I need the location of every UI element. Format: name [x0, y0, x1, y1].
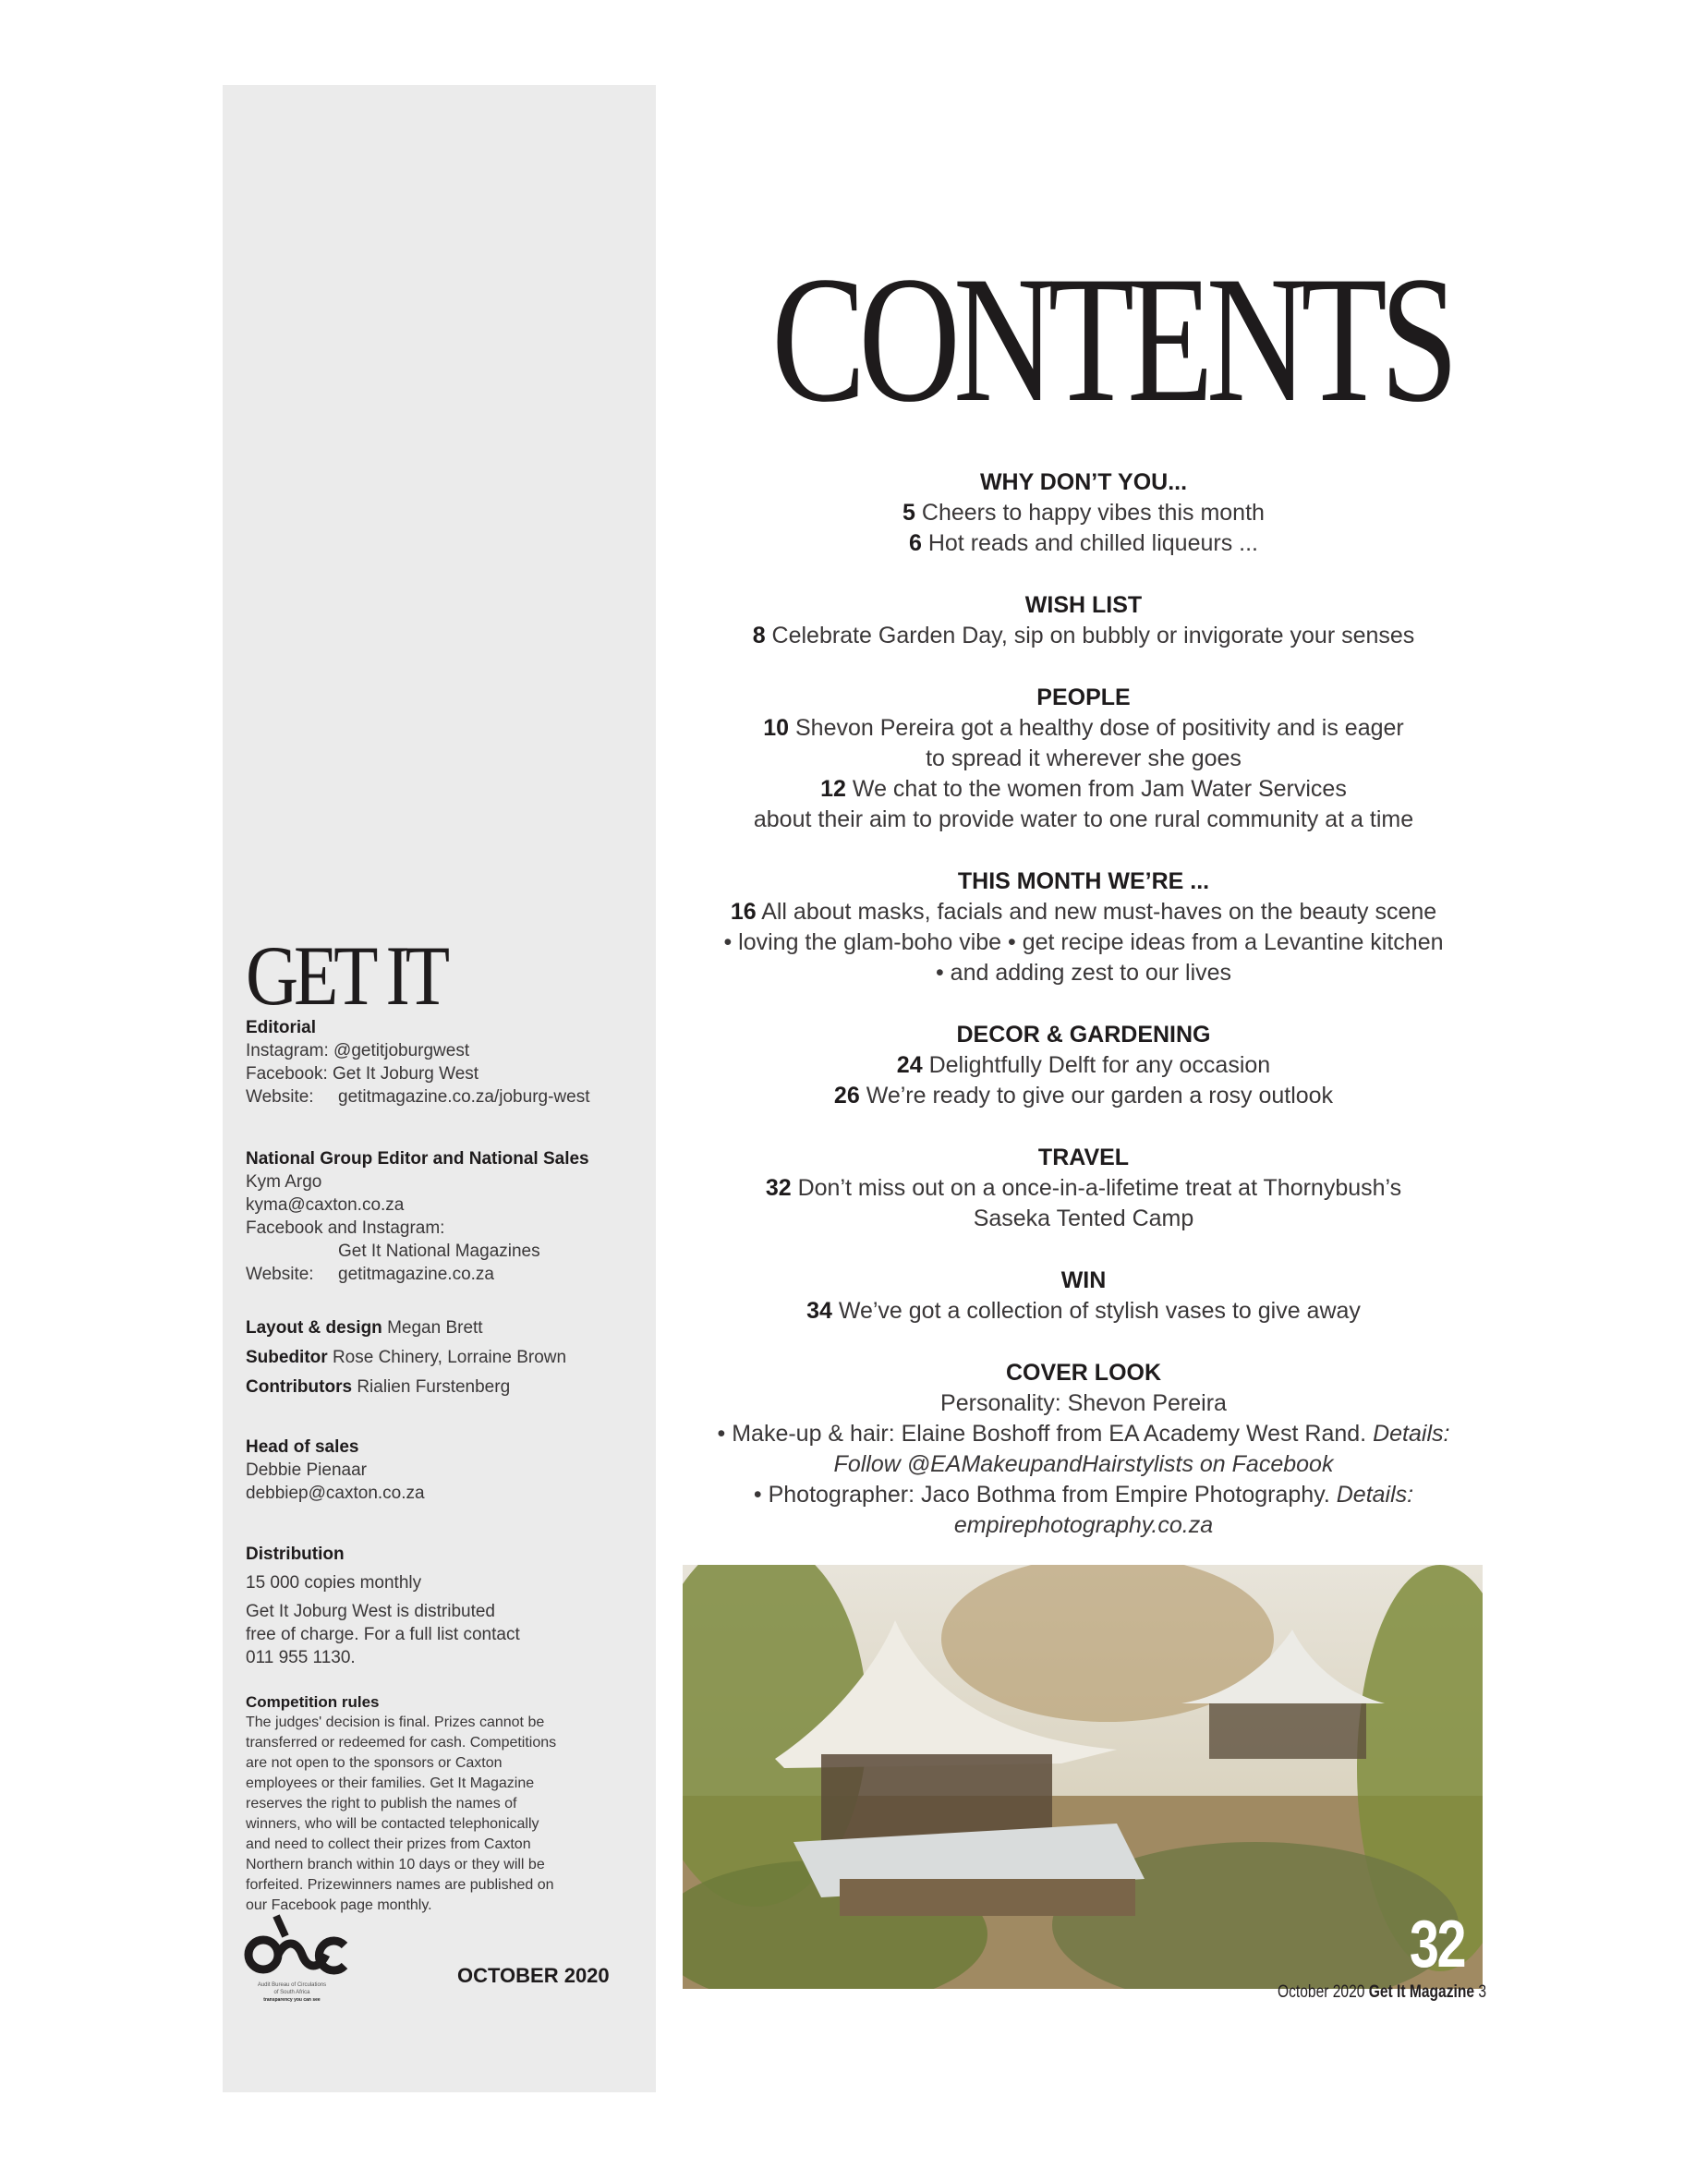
entry-text: Cheers to happy vibes this month	[921, 500, 1265, 526]
national-website-label: Website:	[246, 1265, 314, 1284]
distribution-heading: Distribution	[246, 1545, 345, 1564]
cover-photographer-credit	[684, 1480, 1484, 1510]
national-website-link[interactable]: getitmagazine.co.za	[338, 1265, 494, 1284]
entry-text: We chat to the women from Jam Water Services	[852, 776, 1347, 802]
entry-text-continued: • and adding zest to our lives	[935, 960, 1232, 986]
rules-line: employees or their families. Get It Magazine	[246, 1775, 535, 1791]
table-of-contents	[684, 467, 1484, 1572]
toc-section-win	[684, 1266, 1484, 1327]
page-title: CONTENTS	[771, 239, 1452, 440]
credit-subeditor	[246, 1346, 652, 1369]
entry-text: Don’t miss out on a once-in-a-lifetime treat at Thornybush’s	[797, 1175, 1402, 1201]
toc-entry[interactable]	[684, 498, 1484, 528]
toc-section-travel	[684, 1143, 1484, 1234]
details-label: Details:	[1373, 1421, 1450, 1447]
section-heading: DECOR & GARDENING	[956, 1022, 1211, 1048]
toc-section-decor-gardening	[684, 1020, 1484, 1111]
editorial-heading: Editorial	[246, 1018, 317, 1037]
section-heading: TRAVEL	[1037, 1145, 1130, 1170]
rules-line: Northern branch within 10 days or they will be	[246, 1857, 545, 1872]
credit-contributors	[246, 1375, 652, 1399]
national-heading: National Group Editor and National Sales	[246, 1149, 589, 1169]
rules-line: are not open to the sponsors or Caxton	[246, 1755, 503, 1771]
entry-text-continued: about their aim to provide water to one rural community at a time	[753, 806, 1414, 832]
credit-role: Subeditor	[246, 1348, 328, 1367]
abc-audit-logo	[241, 1912, 361, 2004]
toc-entry[interactable]	[684, 1296, 1484, 1327]
details-label: Details:	[1336, 1482, 1414, 1508]
section-heading: THIS MONTH WE’RE ...	[957, 868, 1210, 894]
credit-role: Contributors	[246, 1377, 353, 1397]
editorial-block	[246, 1016, 652, 1109]
distribution-note-line: Get It Joburg West is distributed	[246, 1602, 495, 1621]
feature-photo-tented-camp[interactable]	[683, 1565, 1483, 1989]
section-heading: COVER LOOK	[1005, 1360, 1162, 1386]
rules-line: and need to collect their prizes from Caxton	[246, 1836, 531, 1852]
makeup-text: • Make-up & hair: Elaine Boshoff from EA Academy West Rand.	[717, 1421, 1367, 1447]
section-heading: PEOPLE	[1036, 685, 1131, 710]
sales-heading: Head of sales	[246, 1437, 359, 1457]
toc-entry[interactable]	[684, 713, 1484, 744]
distribution-copies: 15 000 copies monthly	[246, 1573, 422, 1593]
editorial-website-label: Website:	[246, 1087, 314, 1107]
national-email[interactable]: kyma@caxton.co.za	[246, 1195, 405, 1215]
sales-name: Debbie Pienaar	[246, 1460, 367, 1480]
photo-page-badge: 32	[1409, 1908, 1464, 1981]
rules-line: winners, who will be contacted telephonically	[246, 1816, 539, 1832]
toc-section-why-dont-you	[684, 467, 1484, 559]
credit-role: Layout & design	[246, 1318, 382, 1338]
editorial-website-row	[246, 1085, 652, 1109]
toc-entry[interactable]	[684, 1050, 1484, 1081]
cover-personality: Personality: Shevon Pereira	[940, 1390, 1227, 1416]
page-number: 34	[806, 1298, 832, 1324]
national-name: Kym Argo	[246, 1172, 322, 1192]
credit-names: Megan Brett	[387, 1318, 483, 1338]
section-heading: WHY DON’T YOU...	[979, 469, 1188, 495]
toc-section-wish-list	[684, 590, 1484, 651]
toc-entry[interactable]	[684, 1173, 1484, 1204]
toc-section-cover-look	[684, 1358, 1484, 1541]
entry-text: Hot reads and chilled liqueurs ...	[927, 530, 1258, 556]
entry-text-continued: • loving the glam-boho vibe • get recipe ideas from a Levantine kitchen	[723, 929, 1444, 955]
distribution-note-line: free of charge. For a full list contact	[246, 1625, 520, 1644]
editorial-instagram: Instagram: @getitjoburgwest	[246, 1041, 470, 1060]
entry-text: We’ve got a collection of stylish vases to give away	[838, 1298, 1361, 1324]
credits-block	[246, 1316, 652, 1405]
section-heading: WISH LIST	[1024, 592, 1143, 618]
credit-names: Rialien Furstenberg	[357, 1377, 511, 1397]
toc-section-this-month	[684, 866, 1484, 988]
folio-month: October 2020	[1278, 1982, 1365, 2002]
page-number: 26	[833, 1083, 860, 1109]
page-number: 6	[908, 530, 922, 556]
entry-text: We’re ready to give our garden a rosy outlook	[866, 1083, 1334, 1109]
entry-text: Delightfully Delft for any occasion	[928, 1052, 1271, 1078]
page-number: 5	[902, 500, 915, 526]
distribution-note	[246, 1600, 652, 1669]
national-website-row	[246, 1263, 652, 1286]
issue-date: OCTOBER 2020	[457, 1964, 610, 1987]
page-number: 24	[896, 1052, 923, 1078]
page-number: 12	[820, 776, 846, 802]
editorial-website-link[interactable]: getitmagazine.co.za/joburg-west	[338, 1087, 590, 1107]
page-number: 32	[765, 1175, 792, 1201]
competition-heading: Competition rules	[246, 1693, 380, 1711]
entry-text: Celebrate Garden Day, sip on bubbly or invigorate your senses	[771, 623, 1415, 648]
national-social-value: Get It National Magazines	[338, 1242, 540, 1261]
editorial-facebook: Facebook: Get It Joburg West	[246, 1064, 479, 1084]
photo-illustration	[683, 1565, 1483, 1989]
photographer-text: • Photographer: Jaco Bothma from Empire Photography.	[753, 1482, 1330, 1508]
entry-text: All about masks, facials and new must-haves on the beauty scene	[761, 899, 1437, 925]
distribution-phone: 011 955 1130.	[246, 1648, 356, 1667]
entry-text-continued: Saseka Tented Camp	[973, 1206, 1194, 1231]
makeup-details: Follow @EAMakeupandHairstylists on Facebook	[833, 1451, 1334, 1477]
entry-text: Shevon Pereira got a healthy dose of positivity and is eager	[795, 715, 1404, 741]
national-social-label: Facebook and Instagram:	[246, 1218, 445, 1238]
abc-logo-icon	[241, 1912, 352, 1977]
abc-tagline: transparency you can see	[263, 1997, 321, 2003]
toc-entry[interactable]	[684, 621, 1484, 651]
rules-line: The judges' decision is final. Prizes cannot be	[246, 1715, 545, 1730]
cover-makeup-credit	[684, 1419, 1484, 1449]
rules-line: forfeited. Prizewinners names are published on	[246, 1877, 554, 1893]
page-number: 8	[752, 623, 766, 648]
page-number: 16	[730, 899, 757, 925]
page-number: 10	[763, 715, 790, 741]
entry-text-continued: to spread it wherever she goes	[926, 745, 1242, 771]
rules-line: our Facebook page monthly.	[246, 1897, 432, 1913]
section-heading: WIN	[1060, 1267, 1107, 1293]
page-folio	[1278, 1982, 1486, 2003]
toc-section-people	[684, 683, 1484, 835]
credit-names: Rose Chinery, Lorraine Brown	[332, 1348, 567, 1367]
masthead-sidebar	[223, 85, 656, 2092]
toc-entry[interactable]	[684, 897, 1484, 927]
abc-caption-line: of South Africa	[273, 1990, 310, 1995]
toc-entry[interactable]	[684, 528, 1484, 559]
abc-caption	[241, 1981, 343, 2004]
competition-rules-block	[246, 1692, 652, 1916]
folio-magazine: Get It Magazine	[1368, 1982, 1475, 2002]
distribution-block	[246, 1543, 652, 1669]
brand-logo: GET IT	[246, 928, 445, 1023]
rules-line: transferred or redeemed for cash. Competitions	[246, 1735, 557, 1751]
credit-layout	[246, 1316, 652, 1339]
photographer-website[interactable]: empirephotography.co.za	[953, 1512, 1214, 1538]
abc-caption-line: Audit Bureau of Circulations	[257, 1982, 327, 1988]
folio-page-number: 3	[1478, 1982, 1487, 2002]
toc-entry[interactable]	[684, 1081, 1484, 1111]
toc-entry[interactable]	[684, 774, 1484, 805]
sales-email[interactable]: debbiep@caxton.co.za	[246, 1484, 425, 1503]
national-block	[246, 1147, 652, 1286]
rules-line: reserves the right to publish the names of	[246, 1796, 517, 1811]
sales-block	[246, 1436, 652, 1505]
